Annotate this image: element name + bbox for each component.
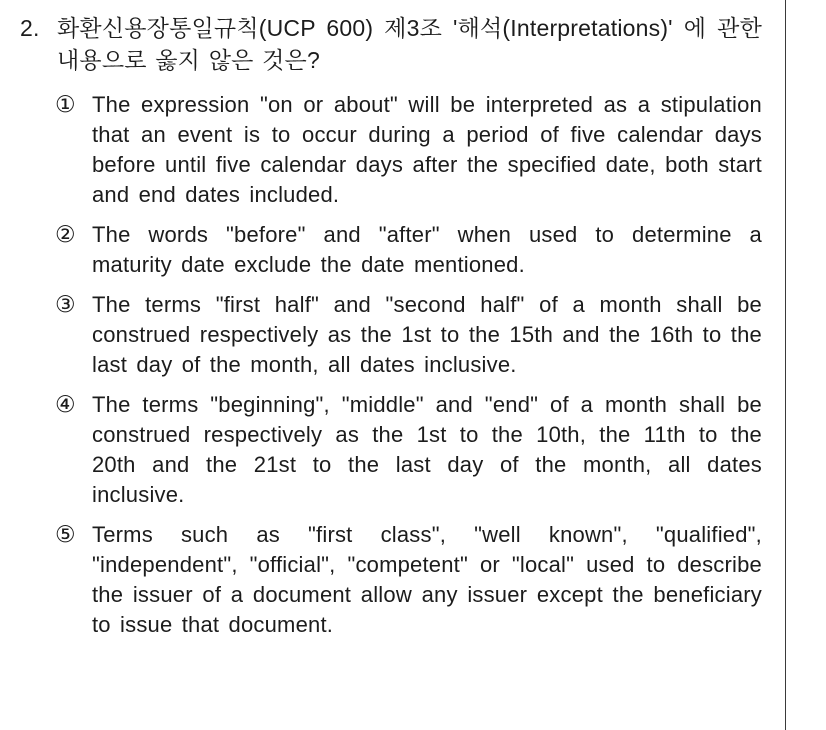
column-divider-rule [785, 0, 786, 730]
option-text-4: The terms "beginning", "middle" and "end" of a month shall be construed respectively as the 1st to the 10th, the 11th to the 20th and the 21st to the last day of the month, all dates inclusive. [92, 392, 762, 507]
option-marker-5: ⑤ [55, 522, 76, 548]
option-item-5 [55, 520, 762, 640]
question-number: 2. [20, 15, 40, 41]
option-item-4 [55, 390, 762, 510]
option-text-3: The terms "first half" and "second half" of a month shall be construed respectively as the 1st to the 15th and the 16th to the last day of the month, all dates inclusive. [92, 292, 762, 377]
question-block [20, 12, 762, 640]
option-item-2 [55, 220, 762, 280]
option-marker-1: ① [55, 92, 76, 118]
option-marker-3: ③ [55, 292, 76, 318]
option-text-5: Terms such as "first class", "well known", "qualified", "independent", "official", "competent" or "local" used to describe the issuer of a document allow any issuer except the beneficiary to issue that document. [92, 522, 762, 637]
question-header [20, 12, 762, 76]
option-text-1: The expression "on or about" will be interpreted as a stipulation that an event is to occur during a period of five calendar days before until five calendar days after the specified date, both start and end dates included. [92, 92, 762, 207]
question-text: 화환신용장통일규칙(UCP 600) 제3조 '해석(Interpretations)' 에 관한 내용으로 옳지 않은 것은? [57, 15, 762, 73]
option-text-2: The words "before" and "after" when used to determine a maturity date exclude the date mentioned. [92, 222, 762, 277]
option-item-3 [55, 290, 762, 380]
option-item-1 [55, 90, 762, 210]
option-marker-2: ② [55, 222, 76, 248]
options-list [55, 90, 762, 640]
option-marker-4: ④ [55, 392, 76, 418]
